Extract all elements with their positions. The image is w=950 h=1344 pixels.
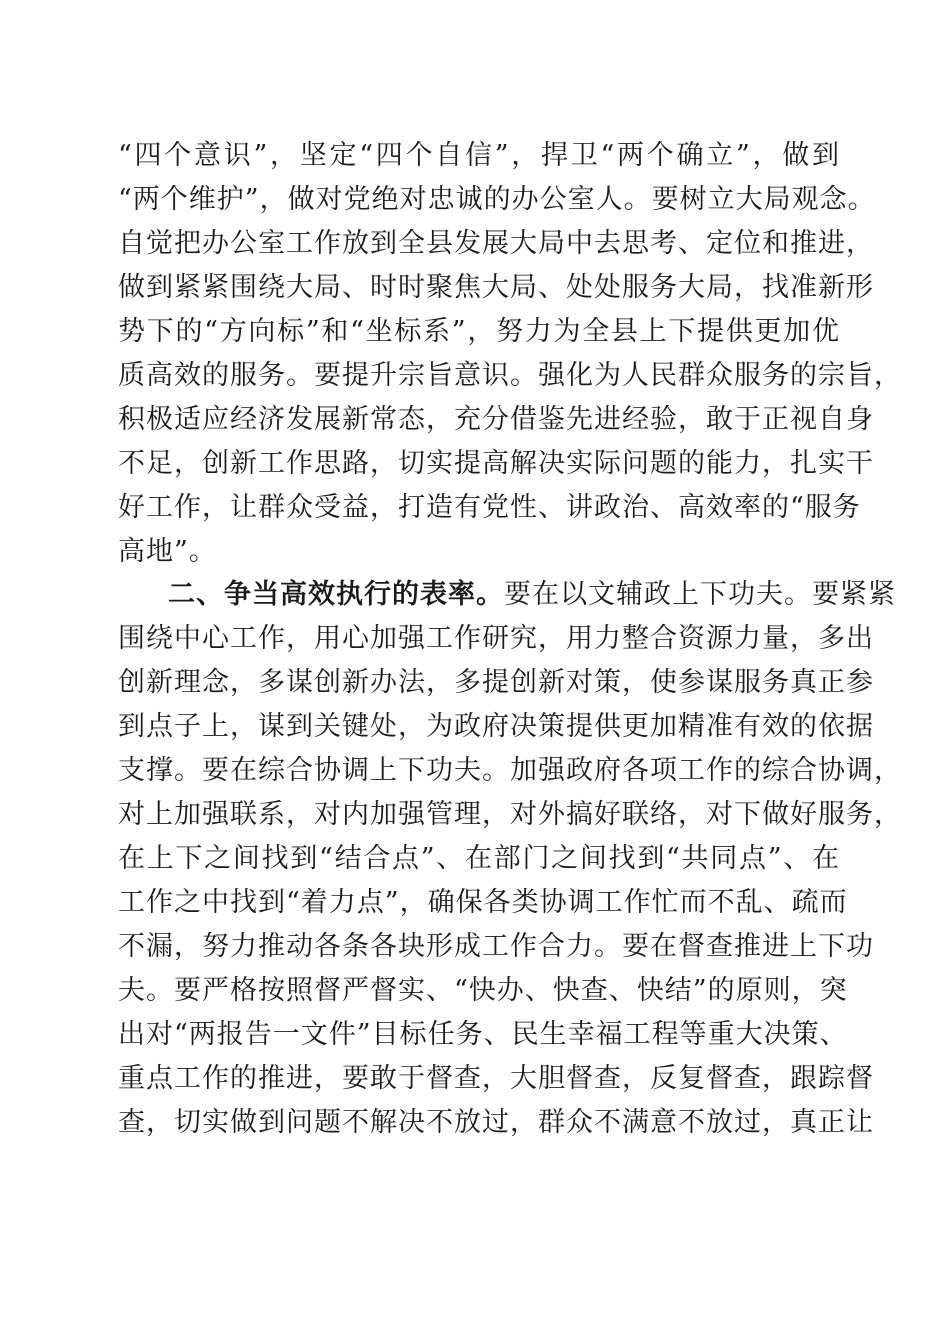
text-line: 工作之中找到“着力点”，确保各类协调工作忙而不乱、疏而: [118, 887, 848, 918]
text-line: 围绕中心工作，用心加强工作研究，用力整合资源力量，多出: [118, 623, 874, 654]
text-line: 重点工作的推进，要敢于督查，大胆督查，反复督查，跟踪督: [118, 1063, 874, 1094]
text-line: “两个维护”，做对党绝对忠诚的办公室人。要树立大局观念。: [118, 184, 876, 215]
text-line: 不漏，努力推动各条各块形成工作合力。要在督查推进上下功: [118, 931, 874, 962]
text-line: “四个意识”，坚定“四个自信”，捍卫“两个确立”，做到: [118, 140, 840, 171]
text-line: 做到紧紧围绕大局、时时聚焦大局、处处服务大局，找准新形: [118, 272, 874, 303]
text-line: 在上下之间找到“结合点”、在部门之间找到“共同点”、在: [118, 843, 840, 874]
text-line: 夫。要严格按照督严督实、“快办、快查、快结”的原则，突: [118, 975, 848, 1006]
text-line: 高地”。: [118, 536, 217, 567]
text-line: 支撑。要在综合协调上下功夫。加强政府各项工作的综合协调，: [118, 755, 902, 786]
text-line: 积极适应经济发展新常态，充分借鉴先进经验，敢于正视自身: [118, 404, 874, 435]
paragraph-first-line: [118, 573, 896, 617]
text-line: 不足，创新工作思路，切实提高解决实际问题的能力，扎实干: [118, 448, 874, 479]
section-heading: 二、争当高效执行的表率。: [168, 579, 504, 610]
paragraph-2: [118, 573, 902, 1145]
text-line: 质高效的服务。要提升宗旨意识。强化为人民群众服务的宗旨，: [118, 360, 902, 391]
text-line: 创新理念，多谋创新办法，多提创新对策，使参谋服务真正参: [118, 667, 874, 698]
text-line: 对上加强联系，对内加强管理，对外搞好联络，对下做好服务，: [118, 799, 902, 830]
paragraph-1: [118, 134, 902, 574]
text-line: 自觉把办公室工作放到全县发展大局中去思考、定位和推进，: [118, 228, 874, 259]
text-line: 查，切实做到问题不解决不放过，群众不满意不放过，真正让: [118, 1107, 874, 1138]
text-line: 好工作，让群众受益，打造有党性、讲政治、高效率的“服务: [118, 492, 861, 523]
text-line: 势下的“方向标”和“坐标系”，努力为全县上下提供更加优: [118, 316, 840, 347]
text-line: 出对“两报告一文件”目标任务、民生幸福工程等重大决策、: [118, 1019, 848, 1050]
text-line: 到点子上，谋到关键处，为政府决策提供更加精准有效的依据: [118, 711, 874, 742]
heading-rest-text: 要在以文辅政上下功夫。要紧紧: [504, 579, 896, 610]
